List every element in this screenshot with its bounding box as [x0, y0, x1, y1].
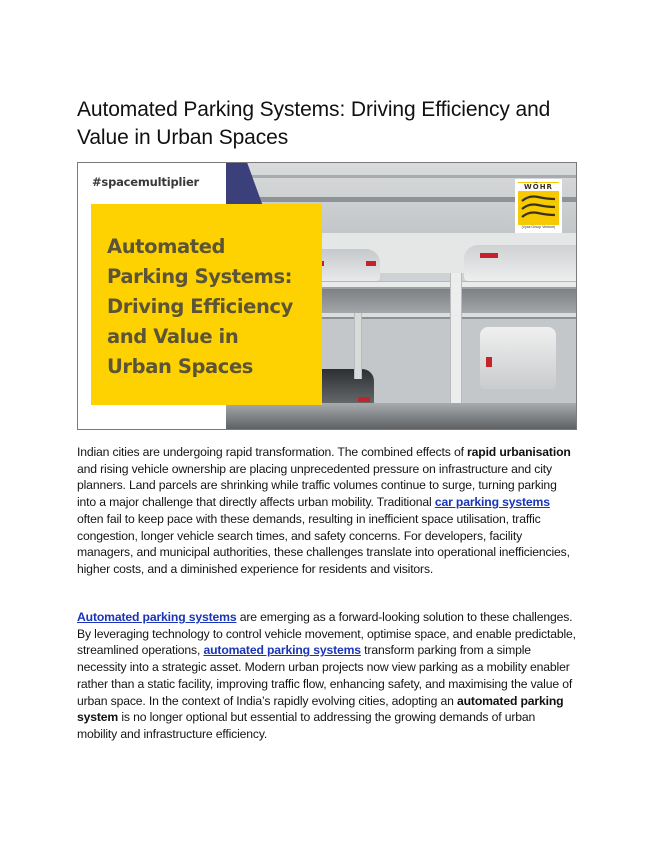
- hero-image: [77, 162, 577, 430]
- taillight: [486, 357, 492, 367]
- car-white-upper: [464, 245, 576, 281]
- text-segment: are emerging as a forward-looking solution to these challenges. By leveraging technology to control vehicle movement, optimise space, and enable predictable, streamlined operations,: [77, 610, 576, 658]
- taillight: [480, 253, 498, 258]
- text-segment: often fail to keep pace with these demands, resulting in inefficient space utilisation, traffic congestion, longer vehicle search times, and safety concerns. For developers, facility managers, and municipal authorities, these challenges translate into operational inefficiencies, higher costs, and a diminished experience for residents and visitors.: [77, 511, 570, 576]
- page-title: Automated Parking Systems: Driving Efficiency and Value in Urban Spaces: [77, 98, 551, 149]
- hashtag-label: #spacemultiplier: [92, 175, 200, 189]
- automated-parking-systems-link[interactable]: Automated parking systems: [77, 610, 237, 624]
- solution-paragraph: [77, 609, 577, 743]
- bold-phrase: automated parking system: [77, 693, 564, 725]
- intro-paragraph: [77, 444, 577, 578]
- taillight: [358, 397, 370, 402]
- garage-floor: [226, 403, 576, 429]
- promo-line: and Value in: [107, 325, 239, 348]
- promo-line: Automated: [107, 235, 226, 258]
- promo-line: Parking Systems:: [107, 265, 293, 288]
- promo-line: Driving Efficiency: [107, 295, 293, 318]
- lift-post: [450, 273, 462, 409]
- automated-parking-systems-link-2[interactable]: automated parking systems: [203, 643, 361, 658]
- lift-post: [354, 313, 362, 379]
- promo-line: Urban Spaces: [107, 355, 253, 378]
- logo-background: [518, 182, 559, 230]
- car-parking-systems-link[interactable]: car parking systems: [434, 495, 550, 510]
- bold-phrase: rapid urbanisation: [467, 445, 571, 459]
- logo-brand: WÖHR: [518, 183, 559, 191]
- ceiling-beam: [226, 175, 576, 178]
- text-segment: transform parking from a simple necessity into a strategic asset. Modern urban projects now view parking as a mobility enabler rather than a static facility, improving traffic flow, enhancing safety, and maximising the value of urban space. In the context of India’s rapidly evolving cities, adopting an: [77, 643, 573, 708]
- car-white-right: [480, 327, 556, 389]
- wohr-logo: [515, 179, 562, 233]
- logo-subtitle: (Vyas Group Venture): [518, 225, 559, 230]
- promo-headline-box: [91, 204, 322, 405]
- text-segment: Indian cities are undergoing rapid transformation. The combined effects of: [77, 445, 468, 459]
- wohr-waves-logo-icon: [521, 193, 556, 223]
- text-segment: and rising vehicle ownership are placing unprecedented pressure on infrastructure and city planners. Land parcels are shrinking while traffic volumes continue to surge, turning parking into a major challenge that directly affects urban mobility. Traditional: [77, 461, 557, 510]
- taillight: [366, 261, 376, 266]
- text-segment: is no longer optional but essential to addressing the growing demands of urban mobility and infrastructure efficiency.: [77, 710, 536, 741]
